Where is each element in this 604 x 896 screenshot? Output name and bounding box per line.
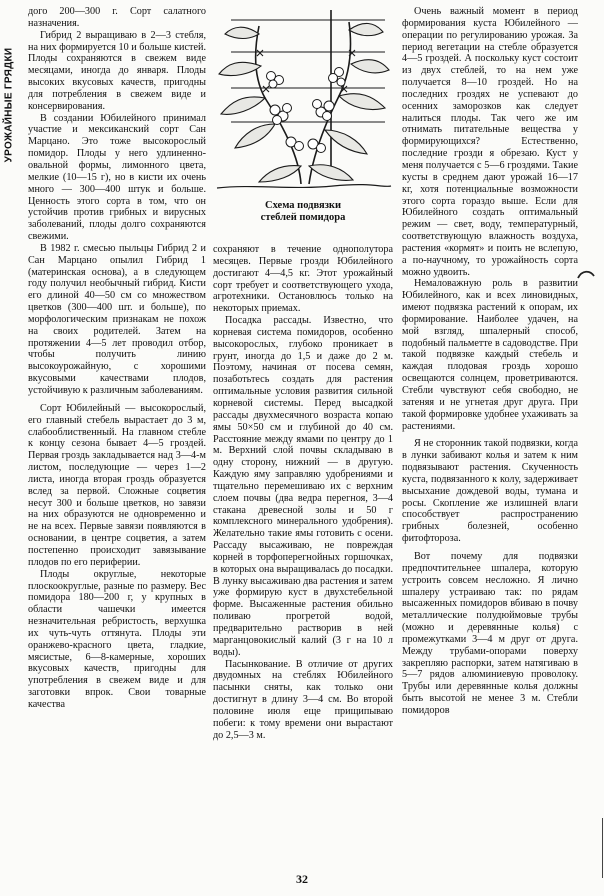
paragraph: Я не сторонник такой подвязки, когда в лунки забивают колья и затем к ним подвязывают растения. Скученность куста, подвязанного к колу, задерживает высыхание дождевой воды, тумана и росы. Скопление же излишней влаги способствует распространению грибных болезней, особенно фитофтороза. [402, 438, 578, 545]
paragraph: Вот почему для подвязки предпочтительнее шпалера, которую устроить совсем несложно. Я лично шпалеру устраиваю так: по рядам высаженных помидоров вбиваю в почву металлические полудюймовые трубы (можно и деревянные колья) с промежутками 3—4 м друг от друга. Между трубами-опорами поверху закрепляю распорки, затем натягиваю в 5—7 рядов алюминиевую проволоку. Трубы или деревянные колья должны быть высотой не менее 3 м. Стебли помидоров [402, 550, 578, 716]
text-column-3 [402, 6, 578, 717]
page-number: 32 [296, 872, 308, 886]
paragraph: Плоды округлые, некоторые плоскоокруглые, разные по размеру. Вес помидора 180—200 г, у крупных в области чашечки имеется незначительная ребристость, верхушка их чуть-чуть оттянута. Плоды эти оранжево-красного цвета, гладкие, мясистые, 6—8-камерные, хороших вкусовых качеств, пригодны для употребления в свежем виде и для заготовки впрок. Свои товарные качества [28, 568, 206, 710]
margin-bracket [596, 818, 603, 878]
paragraph: Пасынкование. В отличие от других двудомных на стеблях Юбилейного пасынки сняты, как только они достигнут в длину 3—4 см. Во второй половине июля еще прищипываю побеги: к тому времени они вырастают до 2,5—3 м. [213, 658, 393, 741]
running-header [2, 10, 16, 200]
paragraph: дого 200—300 г. Сорт салатного назначения. [28, 6, 206, 29]
running-header-text: УРОЖАЙНЫЕ ГРЯДКИ [3, 47, 15, 163]
paragraph: Немаловажную роль в развитии Юбилейного, как и всех линовидных, имеют подвязка растений к опорам, их формирование. Наиболее удачен, на мой взгляд, шпалерный способ, подобный пальметте в садоводстве. При такой подвязке каждый стебель и каждая плодовая гроздь хорошо освещаются солнцем, проветриваются. Стебли чувствуют себя свободно, не затеняя и не угнетая друг друга. При такой формировке удобнее ухаживать за растениями. [402, 278, 578, 432]
paragraph: сохраняют в течение однополутора месяцев. Первые грозди Юбилейного достигают 4—4,5 кг. Этот урожайный сорт требует и соответствующего ухода, агротехники. Остановлюсь только на некоторых приемах. [213, 244, 393, 315]
paragraph: Очень важный момент в период формирования куста Юбилейного — операции по регулированию урожая. За период вегетации на стебле образуется 4—5 гроздей. А поскольку куст состоит из двух стеблей, то на нем уже получается 8—10 гроздей. Но на последних гроздях не успевают до осенних заморозков как следует налиться плоды. Так чего же им отнимать питательные вещества у формирующихся? Естественно, последние грозди я обрезаю. Куст у меня получается с 5—6 гроздями. Такие кусты в среднем дают урожай 16—17 кг, хотя потенциальные возможности этого сорта гораздо выше. Если для Юбилейного создать оптимальный режим — свет, воду, температурный, соответствующую влажность воздуха, растения «кормят» и поить не вслепую, а по-научному, то урожайность сорта можно удвоить. [402, 6, 578, 278]
caption-line: стеблей помидора [260, 212, 346, 223]
caption-line: Схема подвязки [264, 200, 342, 211]
text-column-2 [213, 244, 393, 741]
figure-caption [213, 200, 393, 224]
paragraph: В 1982 г. смесью пыльцы Гибрид 2 и Сан Марцано опылил Гибрид 1 (материнская основа), а в следующем году получил необычный гибрид. Кисти его длиной 40—50 см со множеством цветков (300—400 шт. и больше), по морфологическим признакам не похож на своих родителей. Затем на протяжении 4—5 лет проводил отбор, чтобы получить линию высокоурожайную, с хорошими вкусовыми качествами плодов, устойчивую к различным заболеваниям. [28, 242, 206, 396]
text-column-1 [28, 6, 206, 711]
paragraph: Сорт Юбилейный — высокорослый, его главный стебель вырастает до 3 м, слабооблиственный. На главном стебле к концу сезона бывает 4—5 гроздей. Первая гроздь закладывается над 3—4-м листом, последующие — через 1—2 листа, иногда вторая гроздь образуется вслед за первой. Сложные соцветия несут 300 и больше цветков, но завязи на них образуются не одновременно и не на всех. Первые завязи появляются в основании, в центре соцветия, а затем постепенно происходит завязывание плодов по его периферии. [28, 402, 206, 568]
paragraph: В создании Юбилейного принимал участие и мексиканский сорт Сан Марцано. Это тоже высокорослый помидор. Плоды у него удлиненно-овальной формы, лимонного цвета, мелкие (10—15 г), но в кисти их очень много — 300—400 штук и больше. Ценность этого сорта в том, что он устойчив против грибных и вирусных заболеваний, плоды долго сохраняются свежими. [28, 112, 206, 243]
paragraph: Гибрид 2 выращиваю в 2—3 стебля, на них формируется 10 и больше кистей. Плоды сохраняются в свежем виде месяцами, иногда до января. Плоды высоких вкусовых качеств, пригодны для потребления в свежем виде и консервирования. [28, 29, 206, 112]
tomato-staking-illustration [213, 6, 393, 196]
pencil-mark-icon [576, 268, 596, 282]
paragraph: Посадка рассады. Известно, что корневая система помидоров, особенно высокорослых, глубоко проникает в грунт, иногда до 1,5 и даже до 2 м. Поэтому, начиная от посева семян, позаботьтесь создать для растения оптимальные условия развития сильной корневой системы. Перед высадкой рассады двухмесячного возраста копаю ямы 50×50 см и глубиной до 40 см. Расстояние между ямами по центру до 1 м. Верхний слой почвы складываю в одну сторону, нижний — в другую. Каждую яму заправляю удобрениями и тщательно перемешиваю их с верхним слоем почвы (два ведра перегноя, 3—4 стакана древесной золы и 50 г комплексного минерального удобрения). Желательно такие ямы готовить с осени. Рассаду высаживаю, не повреждая корней в торфоперегнойных горшочках, в которых она выращивалась до посадки. В лунку высаживаю два растения и затем уже формирую куст в двухстебельной форме. Высаженные растения обильно поливаю прогретой водой, предварительно растворив в ней марганцовокислый калий (3 г на 10 л воды). [213, 315, 393, 658]
